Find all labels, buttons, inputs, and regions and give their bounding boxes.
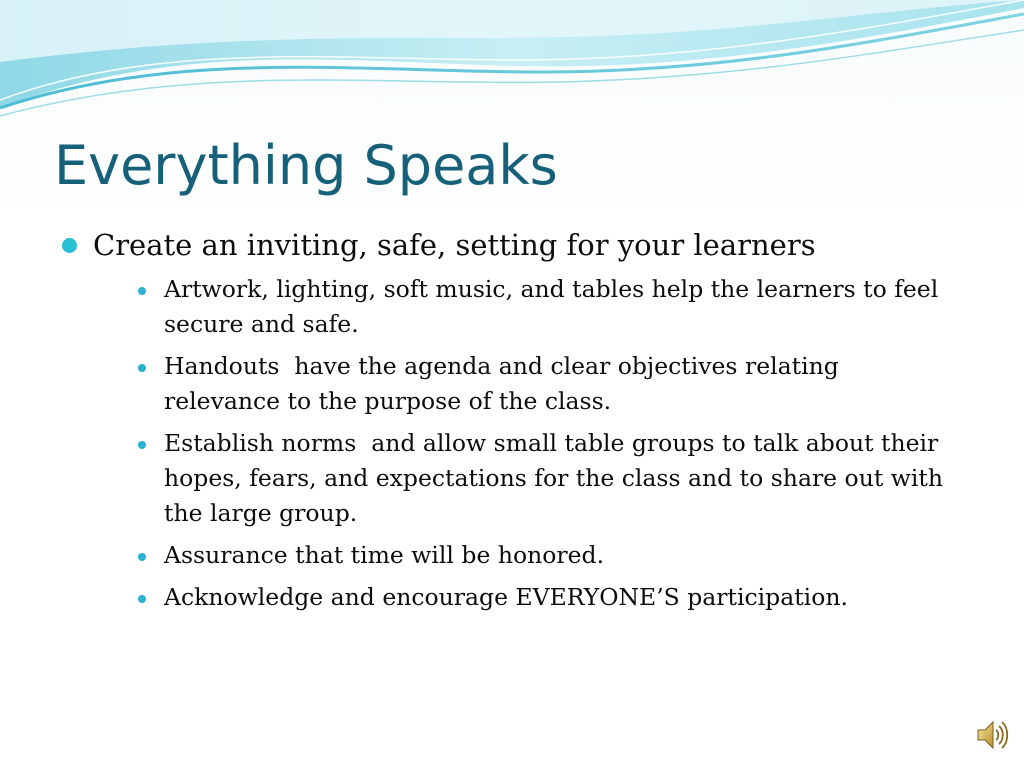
sub-bullet-item <box>134 349 954 419</box>
bullet-dot-icon <box>138 553 146 561</box>
bullet-dot-icon <box>138 287 146 295</box>
sub-bullet-list <box>62 272 962 615</box>
sub-bullet-item <box>134 538 954 573</box>
sub-bullet-text: Acknowledge and encourage EVERYONE’S participation. <box>164 583 848 611</box>
bullet-dot-icon <box>138 595 146 603</box>
bullet-dot-icon <box>138 441 146 449</box>
bullet-dot-icon <box>138 364 146 372</box>
slide-title: Everything Speaks <box>54 134 558 197</box>
slide-body <box>62 224 962 622</box>
speaker-icon[interactable] <box>975 718 1009 752</box>
sub-bullet-text: Handouts have the agenda and clear objectives relating relevance to the purpose of the class. <box>164 352 847 415</box>
main-bullet <box>62 224 962 266</box>
sub-bullet-item <box>134 580 954 615</box>
decorative-wave-header <box>0 0 1024 130</box>
main-bullet-text: Create an inviting, safe, setting for your learners <box>93 228 816 262</box>
bullet-dot-icon <box>62 238 77 253</box>
sub-bullet-text: Artwork, lighting, soft music, and tables help the learners to feel secure and safe. <box>164 275 939 338</box>
sub-bullet-item <box>134 272 954 342</box>
sub-bullet-text: Establish norms and allow small table groups to talk about their hopes, fears, and expectations for the class and to share out with the large group. <box>164 429 951 527</box>
sub-bullet-item <box>134 426 954 531</box>
sub-bullet-text: Assurance that time will be honored. <box>164 541 605 569</box>
